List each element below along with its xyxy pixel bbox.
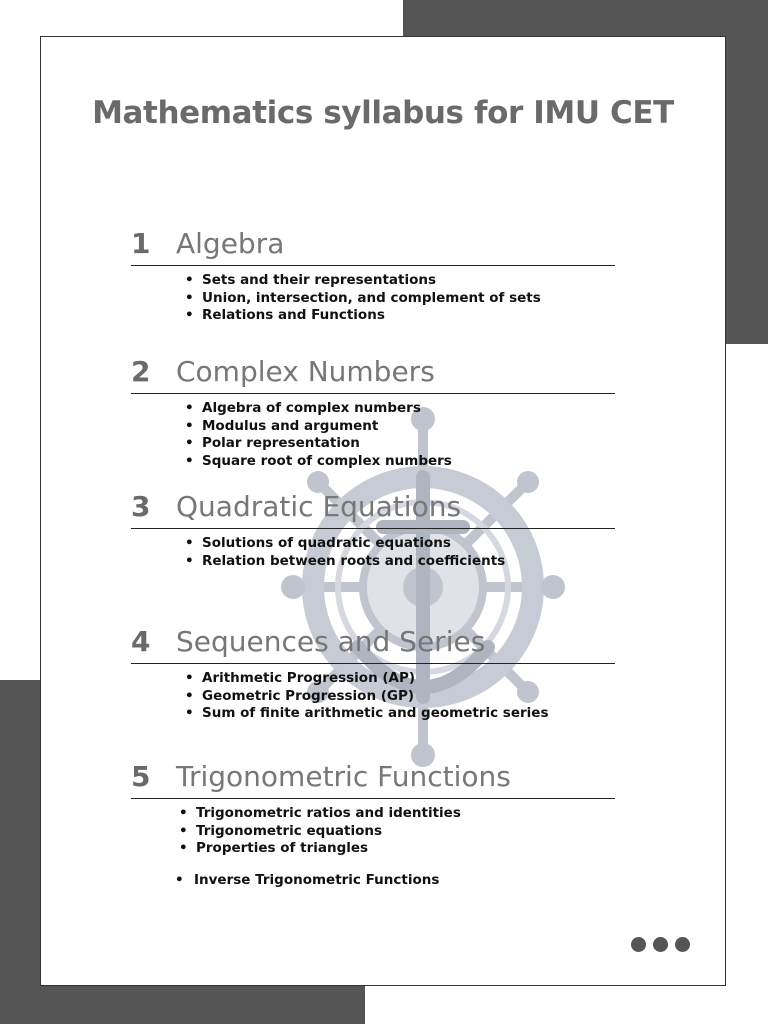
section-header — [131, 625, 615, 664]
section-complex-numbers — [131, 355, 615, 470]
topic-list — [131, 805, 615, 858]
section-title: Quadratic Equations — [176, 490, 462, 523]
page-title: Mathematics syllabus for IMU CET — [92, 95, 674, 131]
list-item: • Trigonometric equations — [171, 823, 615, 841]
dot-icon — [675, 937, 690, 952]
list-item: • Sets and their representations — [177, 272, 615, 290]
list-item: • Trigonometric ratios and identities — [171, 805, 615, 823]
list-item: • Geometric Progression (GP) — [177, 688, 615, 706]
section-title: Algebra — [176, 227, 285, 260]
list-item: • Union, intersection, and complement of sets — [177, 290, 615, 308]
section-header — [131, 490, 615, 529]
syllabus-card — [40, 36, 726, 986]
section-algebra — [131, 227, 615, 325]
section-number: 2 — [131, 355, 151, 388]
topic-list — [131, 670, 615, 723]
list-item: • Arithmetic Progression (AP) — [177, 670, 615, 688]
list-item: • Modulus and argument — [177, 418, 615, 436]
list-item-inverse-trig: • Inverse Trigonometric Functions — [171, 872, 439, 890]
topic-list — [131, 535, 615, 570]
section-quadratic-equations — [131, 490, 615, 570]
section-number: 5 — [131, 760, 151, 793]
section-number: 4 — [131, 625, 151, 658]
dot-icon — [631, 937, 646, 952]
list-item: • Algebra of complex numbers — [177, 400, 615, 418]
topic-list — [131, 272, 615, 325]
section-title: Sequences and Series — [176, 625, 486, 658]
list-item: • Solutions of quadratic equations — [177, 535, 615, 553]
section-number: 3 — [131, 490, 151, 523]
list-item: • Sum of finite arithmetic and geometric series — [177, 705, 615, 723]
section-header — [131, 760, 615, 799]
list-item: • Properties of triangles — [171, 840, 615, 858]
section-number: 1 — [131, 227, 151, 260]
topic-list — [131, 400, 615, 470]
list-item: • Relation between roots and coefficients — [177, 553, 615, 571]
list-item: • Relations and Functions — [177, 307, 615, 325]
section-trigonometric-functions — [131, 760, 615, 858]
section-header — [131, 227, 615, 266]
dot-icon — [653, 937, 668, 952]
section-title: Complex Numbers — [176, 355, 435, 388]
more-dots-icon — [631, 937, 697, 956]
section-title: Trigonometric Functions — [176, 760, 511, 793]
section-sequences-and-series — [131, 625, 615, 723]
list-item: • Polar representation — [177, 435, 615, 453]
section-header — [131, 355, 615, 394]
list-item: • Square root of complex numbers — [177, 453, 615, 471]
